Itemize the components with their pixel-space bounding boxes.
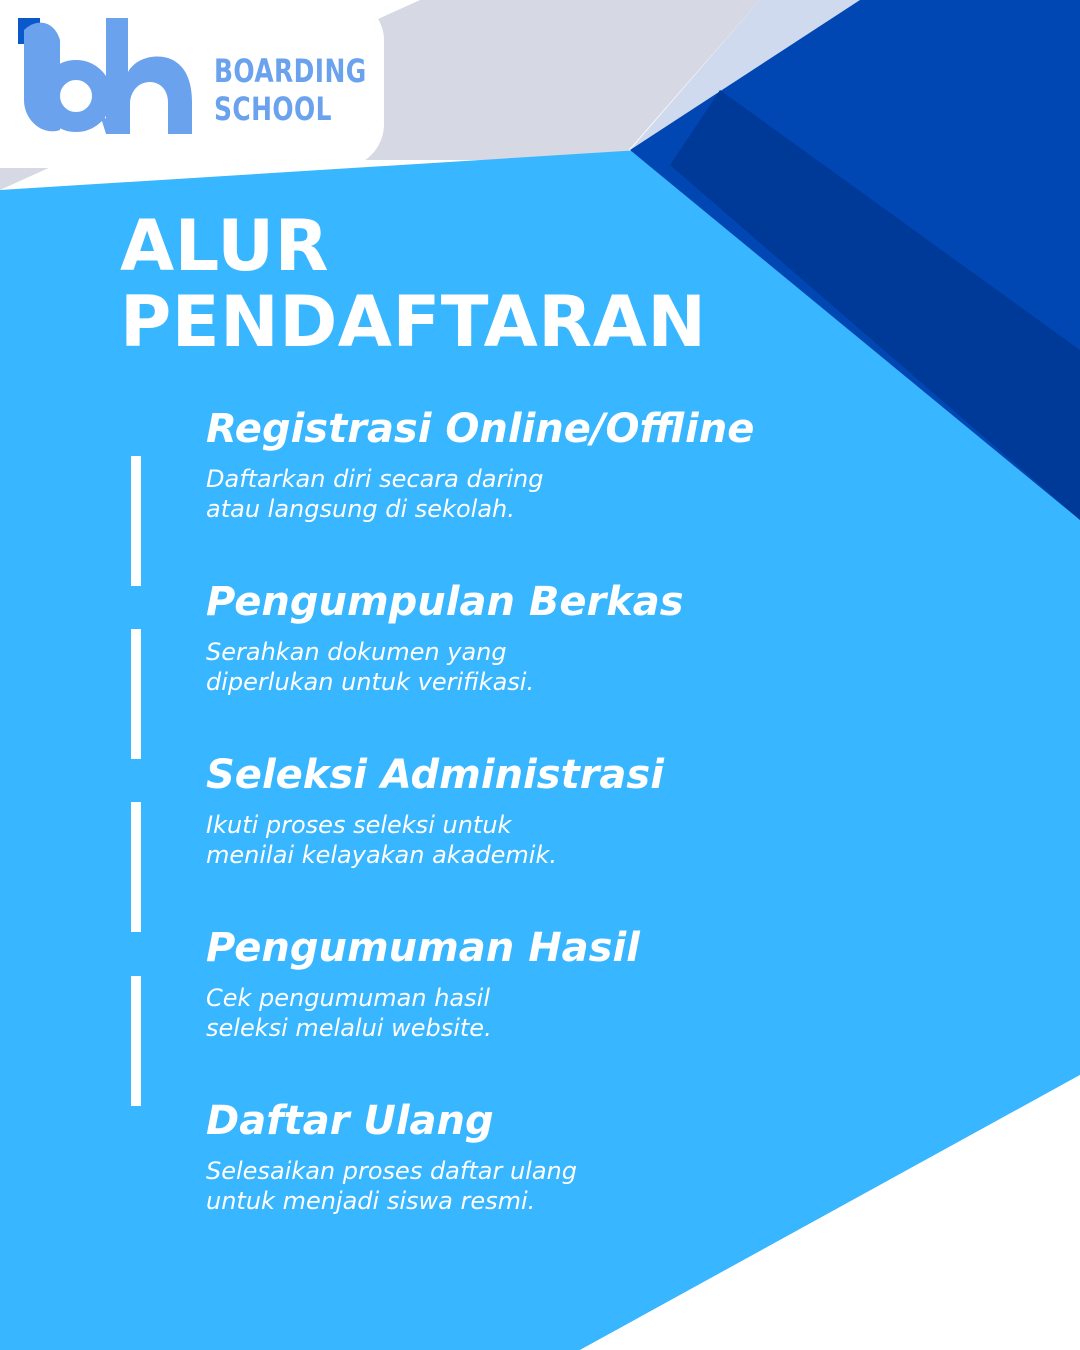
idh-logo-mark-icon xyxy=(14,10,204,140)
step-divider-bar xyxy=(131,629,141,759)
step-description-line: Selesaikan proses daftar ulang xyxy=(206,1157,577,1185)
step-item xyxy=(206,402,966,575)
registration-steps xyxy=(206,402,966,1267)
page-title-line-2: PENDAFTARAN xyxy=(120,281,707,363)
step-description-line: Daftarkan diri secara daring xyxy=(206,465,544,493)
step-description-line: seleksi melalui website. xyxy=(206,1014,492,1042)
step-title: Seleksi Administrasi xyxy=(206,752,664,798)
logo-text-boarding: BOARDING xyxy=(214,52,367,90)
step-description-line: menilai kelayakan akademik. xyxy=(206,841,557,869)
step-title: Daftar Ulang xyxy=(206,1098,494,1144)
step-title: Pengumpulan Berkas xyxy=(206,579,684,625)
step-divider-bar xyxy=(131,976,141,1106)
page-title xyxy=(120,205,707,363)
step-description xyxy=(206,637,966,697)
logo-text-school: SCHOOL xyxy=(214,90,332,128)
step-description-line: atau langsung di sekolah. xyxy=(206,495,515,523)
step-description-line: diperlukan untuk verifikasi. xyxy=(206,668,535,696)
step-title: Registrasi Online/Offline xyxy=(206,406,755,452)
step-description xyxy=(206,810,966,870)
step-title: Pengumuman Hasil xyxy=(206,925,640,971)
logo-text xyxy=(214,52,367,128)
step-item xyxy=(206,921,966,1094)
step-divider-bar xyxy=(131,456,141,586)
step-description-line: untuk menjadi siswa resmi. xyxy=(206,1187,536,1215)
logo-card xyxy=(0,0,384,168)
page-title-line-1: ALUR xyxy=(120,205,330,287)
step-item xyxy=(206,748,966,921)
step-item xyxy=(206,1094,966,1267)
step-description xyxy=(206,983,966,1043)
step-description-line: Ikuti proses seleksi untuk xyxy=(206,811,512,839)
step-divider-bar xyxy=(131,802,141,932)
step-description xyxy=(206,1156,966,1216)
step-description-line: Cek pengumuman hasil xyxy=(206,984,490,1012)
step-description xyxy=(206,464,966,524)
step-item xyxy=(206,575,966,748)
step-description-line: Serahkan dokumen yang xyxy=(206,638,507,666)
